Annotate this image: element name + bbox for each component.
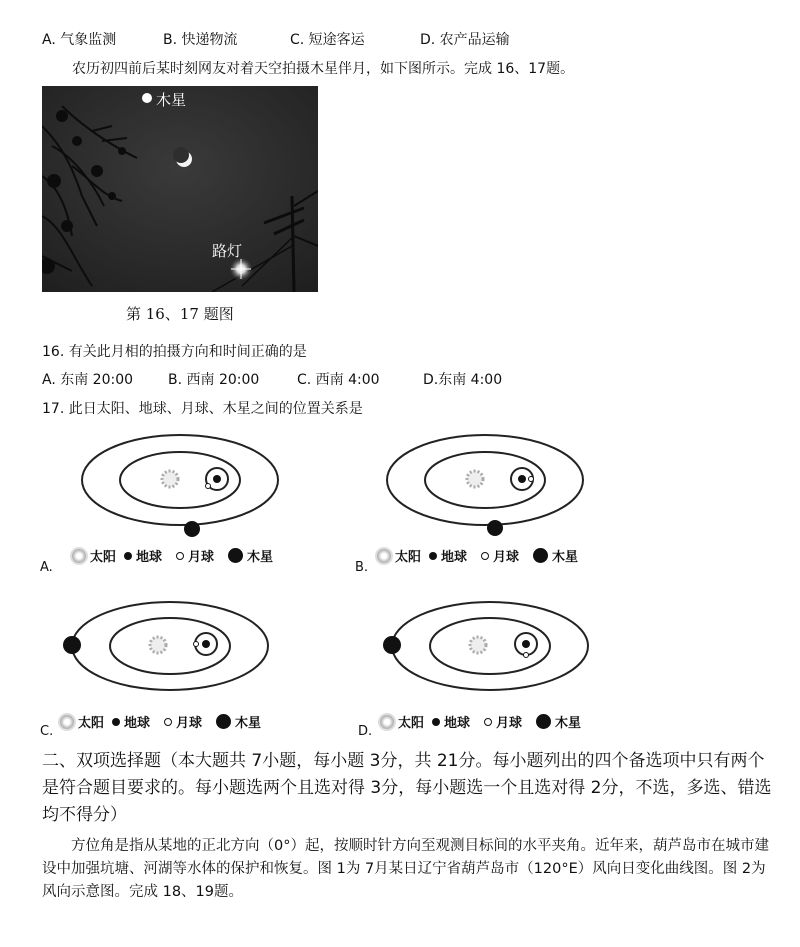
sun-icon <box>377 549 391 563</box>
section-2-heading: 二、双项选择题（本大题共 7小题，每小题 3分，共 21分。每小题列出的四个备选项中只有两个是符合题目要求的。每小题选两个且选对得 3分，每小题选一个且选对得 2分，不选，多选、错选均不得分） <box>42 751 772 825</box>
orbit-diagram-a <box>80 432 280 544</box>
night-sky-drawing <box>42 86 318 292</box>
night-sky-photo <box>42 86 318 292</box>
moon-symbol <box>524 653 529 658</box>
option-d-text: D. 农产品运输 <box>420 32 510 48</box>
q16-option-a: A. 东南 20:00 <box>42 372 134 388</box>
earth-symbol <box>202 640 210 648</box>
jupiter-dot <box>142 93 152 103</box>
jupiter-icon <box>228 548 243 563</box>
sun-icon <box>380 715 394 729</box>
jupiter-icon <box>216 714 231 729</box>
sun-icon <box>72 549 86 563</box>
option-b-text: B. 快递物流 <box>163 32 238 48</box>
streetlight-label: 路灯 <box>212 242 243 260</box>
q16-option-d: D.东南 4:00 <box>423 372 503 388</box>
moon-icon <box>481 552 489 560</box>
earth-icon <box>432 718 440 726</box>
moon-icon <box>484 718 492 726</box>
q16-option-c: C. 西南 4:00 <box>297 372 380 388</box>
jupiter-label: 木星 <box>156 91 187 109</box>
orbit-diagram-d <box>380 597 595 701</box>
jupiter-icon <box>533 548 548 563</box>
moon-icon <box>176 552 184 560</box>
q17-option-b-label: B. <box>355 560 369 575</box>
legend-d: 太阳 地球 月球 木星 <box>380 712 581 731</box>
photo-caption: 第 16、17 题图 <box>126 305 234 323</box>
sun-symbol <box>162 471 178 487</box>
earth-symbol <box>213 475 221 483</box>
orbit-diagram-c <box>60 597 275 701</box>
azimuth-paragraph: 方位角是指从某地的正北方向（0°）起，按顺时针方向至观测目标间的水平夹角。近年来，葫芦岛市在城市建设中加强坑塘、河湖等水体的保护和恢复。图 1为 7月某日辽宁省葫芦岛市（120°E）风向日变化曲线图。图 2为风向示意图。完成 18、19题。 <box>42 838 769 900</box>
option-a-text: A. 气象监测 <box>42 32 117 48</box>
moon-symbol <box>529 477 534 482</box>
jupiter-icon <box>536 714 551 729</box>
q17-stem: 17. 此日太阳、地球、月球、木星之间的位置关系是 <box>42 401 363 417</box>
q17-option-d-label: D. <box>358 724 373 739</box>
jupiter-symbol <box>383 636 401 654</box>
earth-symbol <box>522 640 530 648</box>
sun-icon <box>60 715 74 729</box>
earth-icon <box>124 552 132 560</box>
orbit-diagram-b <box>385 432 585 544</box>
sun-symbol <box>467 471 483 487</box>
option-c-text: C. 短途客运 <box>290 32 365 48</box>
q17-option-c-label: C. <box>40 724 54 739</box>
intro-text: 农历初四前后某时刻网友对着天空拍摄木星伴月，如下图所示。完成 16、17题。 <box>72 61 575 77</box>
earth-symbol <box>518 475 526 483</box>
sun-symbol <box>150 637 166 653</box>
earth-icon <box>112 718 120 726</box>
jupiter-symbol <box>184 521 200 537</box>
legend-c: 太阳 地球 月球 木星 <box>60 712 261 731</box>
legend-b: 太阳 地球 月球 木星 <box>377 546 578 565</box>
q17-option-a-label: A. <box>40 560 53 575</box>
moon-symbol <box>206 484 211 489</box>
earth-icon <box>429 552 437 560</box>
jupiter-symbol <box>487 520 503 536</box>
jupiter-symbol <box>63 636 81 654</box>
sun-symbol <box>470 637 486 653</box>
legend-a: 太阳 地球 月球 木星 <box>72 546 273 565</box>
q16-option-b: B. 西南 20:00 <box>168 372 260 388</box>
moon-symbol <box>194 642 199 647</box>
moon-icon <box>164 718 172 726</box>
q16-stem: 16. 有关此月相的拍摄方向和时间正确的是 <box>42 344 307 360</box>
